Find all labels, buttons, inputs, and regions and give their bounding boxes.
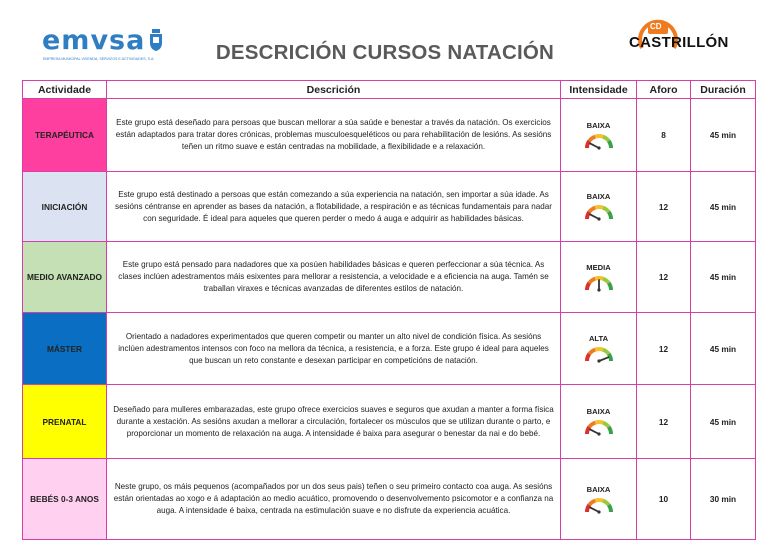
gauge-segment xyxy=(589,423,595,427)
intensity-gauge-icon xyxy=(582,203,616,221)
gauge-segment xyxy=(602,136,608,140)
header-intensity: Intensidade xyxy=(561,81,637,99)
duration-cell: 45 min xyxy=(691,242,756,313)
gauge-segment xyxy=(587,212,589,219)
intensity-label: BAIXA xyxy=(586,407,611,416)
intensity-label: ALTA xyxy=(588,334,609,343)
emvsa-logo-word: emvsa xyxy=(42,25,146,56)
cd-logo-name: CASTRILLÓN xyxy=(629,34,729,51)
gauge-segment xyxy=(608,427,610,434)
table-row xyxy=(23,99,756,172)
header-capacity: Aforo xyxy=(637,81,691,99)
intensity-label: BAIXA xyxy=(586,192,611,201)
intensity-cell xyxy=(561,385,637,459)
table-row xyxy=(23,385,756,459)
gauge-segment xyxy=(608,140,610,147)
cd-badge-text: CD xyxy=(650,22,662,31)
description-cell: Este grupo está destinado a persoas que están comezando a súa experiencia na natación, sen importar a súa idade. As sesións céntranse en aprender as bases da natación, a flotabilidade, a respiración e as técnicas fundamentais para nadar con seguridade. É ideal para aqueles que queren perder o medo á auga e adquirir as habilidades básicas. xyxy=(107,172,561,242)
gauge-segment xyxy=(602,208,608,212)
intensity-cell xyxy=(561,459,637,540)
gauge-segment xyxy=(608,282,610,289)
gauge-segment xyxy=(589,208,595,212)
activity-cell: MÁSTER xyxy=(23,313,107,385)
gauge-segment xyxy=(589,500,595,504)
intensity-gauge-icon xyxy=(582,132,616,150)
gauge-segment xyxy=(608,504,610,511)
gauge-segment xyxy=(602,350,608,354)
gauge-segment xyxy=(595,278,602,279)
capacity-cell: 12 xyxy=(637,313,691,385)
intensity-gauge-icon xyxy=(582,418,616,436)
activity-cell: INICIACIÓN xyxy=(23,172,107,242)
courses-table xyxy=(22,80,756,540)
intensity-cell xyxy=(561,242,637,313)
gauge-hub xyxy=(597,359,600,362)
intensity-label: MEDIA xyxy=(586,262,611,272)
intensity-cell xyxy=(561,99,637,172)
table-row xyxy=(23,459,756,540)
duration-cell: 45 min xyxy=(691,99,756,172)
cd-castrillon-logo xyxy=(629,18,737,64)
gauge-segment xyxy=(589,136,595,140)
gauge-hub xyxy=(597,217,600,220)
description-cell: Orientado a nadadores experimentados que queren competir ou manter un alto nivel de condición física. As sesións inclúen adestramentos intensos con foco na mellora da técnica, a resistencia, e a forza. Este grupo é ideal para aqueles que buscan un reto constante e desexan participar en competicións de natación. xyxy=(107,313,561,385)
gauge-segment xyxy=(602,423,608,427)
description-cell: Neste grupo, os máis pequenos (acompañados por un dos seus pais) teñen o seu primeiro contacto coa auga. As sesións están orientadas ao xogo e á adaptación ao medio acuático, promovendo o desenvolvemento psicomotor e a confianza na auga. A intensidade é baixa, centrada na estimulación suave e no disfrute da experiencia acuática. xyxy=(107,459,561,540)
header-description: Descrición xyxy=(107,81,561,99)
capacity-cell: 12 xyxy=(637,242,691,313)
duration-cell: 45 min xyxy=(691,172,756,242)
description-cell: Deseñado para mulleres embarazadas, este grupo ofrece exercicios suaves e seguros que axudan a manter a forma física durante a xestación. As sesións axudan a mellorar a circulación, fortalecer os músculos que se utilizan durante o parto, e proporcionar un momento de relaxación na auga. A intensidade é baixa para asegurar o benestar da nai e do bebé. xyxy=(107,385,561,459)
gauge-segment xyxy=(595,349,602,350)
gauge-segment xyxy=(595,422,602,423)
gauge-hub xyxy=(597,432,600,435)
gauge-hub xyxy=(597,146,600,149)
gauge-segment xyxy=(589,350,595,354)
activity-cell: BEBÉS 0-3 ANOS xyxy=(23,459,107,540)
activity-cell: MEDIO AVANZADO xyxy=(23,242,107,313)
table-row xyxy=(23,313,756,385)
capacity-cell: 12 xyxy=(637,172,691,242)
header-activity: Actividade xyxy=(23,81,107,99)
gauge-segment xyxy=(587,282,589,289)
duration-cell: 45 min xyxy=(691,385,756,459)
intensity-label: BAIXA xyxy=(586,120,611,130)
table-header-row xyxy=(23,81,756,99)
description-cell: Este grupo está pensado para nadadores que xa posúen habilidades básicas e queren perfeccionar a súa técnica. As clases inclúen adestramentos máis esixentes para mellorar a resistencia, a velocidade e a eficiencia na auga. Tamén se traballan viraxes e técnicas avanzadas de diferentes estilos de natación. xyxy=(107,242,561,313)
duration-cell: 30 min xyxy=(691,459,756,540)
gauge-segment xyxy=(587,427,589,434)
emvsa-logo-subtitle: EMPRESA MUNICIPAL VIVENDA, SERVIZOS E ACTIVIDADES, S.A. xyxy=(43,57,155,61)
intensity-gauge-icon xyxy=(582,274,616,292)
capacity-cell: 10 xyxy=(637,459,691,540)
gauge-segment xyxy=(595,500,602,501)
gauge-segment xyxy=(587,354,589,361)
activity-cell: PRENATAL xyxy=(23,385,107,459)
intensity-label: BAIXA xyxy=(586,484,611,494)
intensity-gauge-icon xyxy=(582,345,616,363)
gauge-segment xyxy=(602,500,608,504)
duration-cell: 45 min xyxy=(691,313,756,385)
gauge-segment xyxy=(595,207,602,208)
page-title: DESCRICIÓN CURSOS NATACIÓN xyxy=(215,41,555,64)
capacity-cell: 12 xyxy=(637,385,691,459)
activity-cell: TERAPÉUTICA xyxy=(23,99,107,172)
gauge-segment xyxy=(595,136,602,137)
description-cell: Este grupo está deseñado para persoas que buscan mellorar a súa saúde e benestar a través da natación. Os exercicios están adaptados para tratar dores crónicas, problemas musculoesqueléticos ou para rehabilitación de lesións. As sesións teñen un ritmo suave e están centradas na mobilidade, a flexibilidade e a relaxación. xyxy=(107,99,561,172)
gauge-segment xyxy=(589,278,595,282)
gauge-segment xyxy=(608,212,610,219)
intensity-gauge-icon xyxy=(582,496,616,514)
gauge-segment xyxy=(602,278,608,282)
intensity-cell xyxy=(561,172,637,242)
table-row xyxy=(23,172,756,242)
intensity-cell xyxy=(561,313,637,385)
gauge-hub xyxy=(597,510,600,513)
gauge-hub xyxy=(597,288,600,291)
table-row xyxy=(23,242,756,313)
capacity-cell: 8 xyxy=(637,99,691,172)
gauge-segment xyxy=(587,140,589,147)
gauge-segment xyxy=(587,504,589,511)
header-duration: Duración xyxy=(691,81,756,99)
table-body xyxy=(23,99,756,540)
